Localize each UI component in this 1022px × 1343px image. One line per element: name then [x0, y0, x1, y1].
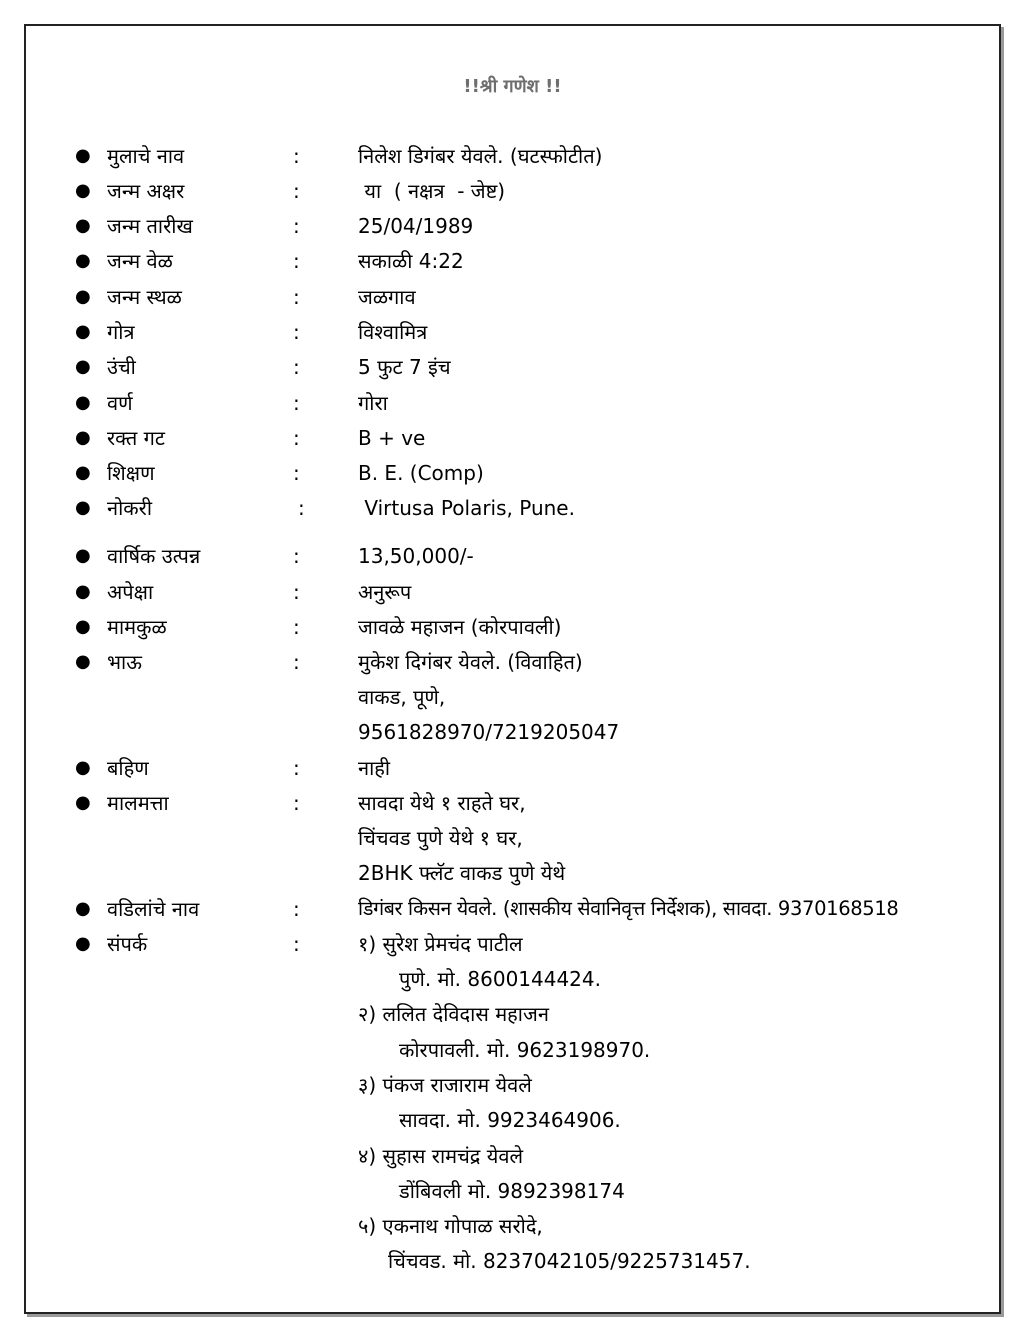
field-expectation	[26, 576, 999, 608]
field-label: संपर्क	[107, 932, 148, 956]
field-birth-letter	[26, 175, 999, 207]
page-title: !!श्री गणेश !!	[463, 76, 562, 97]
bullet-icon: ●	[75, 497, 91, 518]
bullet-icon: ●	[75, 286, 91, 307]
contact-line	[26, 1069, 999, 1101]
contact-line	[26, 1104, 999, 1136]
bullet-icon: ●	[75, 898, 91, 919]
bullet-icon: ●	[75, 215, 91, 236]
field-value: Virtusa Polaris, Pune.	[358, 496, 575, 520]
field-label: वर्ण	[107, 391, 133, 415]
field-label: रक्त गट	[107, 426, 165, 450]
field-colon: :	[293, 615, 300, 639]
bullet-icon: ●	[75, 427, 91, 448]
field-contact	[26, 928, 999, 960]
bullet-icon: ●	[75, 545, 91, 566]
bullet-icon: ●	[75, 145, 91, 166]
field-colon: :	[293, 544, 300, 568]
contact-name: २) ललित देविदास महाजन	[358, 1002, 549, 1026]
field-colon: :	[293, 179, 300, 203]
contact-line	[26, 1175, 999, 1207]
field-value: B. E. (Comp)	[358, 461, 484, 485]
field-label: अपेक्षा	[107, 580, 154, 604]
field-value: 25/04/1989	[358, 214, 474, 238]
contact-line	[26, 963, 999, 995]
field-colon: :	[293, 791, 300, 815]
field-value: B + ve	[358, 426, 426, 450]
document-page	[24, 24, 1001, 1314]
field-colon: :	[293, 249, 300, 273]
field-label: गोत्र	[107, 320, 135, 344]
bullet-icon: ●	[75, 356, 91, 377]
field-colon: :	[293, 580, 300, 604]
field-colon: :	[293, 355, 300, 379]
field-value: जळगाव	[358, 285, 416, 309]
field-label: वार्षिक उत्पन्न	[107, 544, 201, 568]
field-value: डिगंबर किसन येवले. (शासकीय सेवानिवृत्त निर्देशक), सावदा. 9370168518	[358, 897, 899, 920]
field-birth-time	[26, 245, 999, 277]
field-label: मुलाचे नाव	[107, 144, 185, 168]
field-label: मालमत्ता	[107, 791, 169, 815]
field-label: मामकुळ	[107, 615, 167, 639]
field-continuation	[26, 857, 999, 889]
field-label: जन्म तारीख	[107, 214, 193, 238]
bullet-icon: ●	[75, 651, 91, 672]
field-continuation	[26, 716, 999, 748]
field-label: जन्म स्थळ	[107, 285, 182, 309]
field-maternal-family	[26, 611, 999, 643]
field-colon: :	[293, 320, 300, 344]
contact-line	[26, 998, 999, 1030]
field-value: 13,50,000/-	[358, 544, 474, 568]
field-label: वडिलांचे नाव	[107, 897, 200, 921]
contact-line	[26, 1210, 999, 1242]
field-value: १) सुरेश प्रेमचंद पाटील	[358, 932, 523, 956]
field-label: भाऊ	[107, 650, 142, 674]
field-value: सकाळी 4:22	[358, 249, 464, 273]
field-property	[26, 787, 999, 819]
contact-detail: डोंबिवली मो. 9892398174	[399, 1179, 625, 1203]
field-groom-name	[26, 140, 999, 172]
bullet-icon: ●	[75, 321, 91, 342]
bullet-icon: ●	[75, 392, 91, 413]
contact-detail: चिंचवड. मो. 8237042105/9225731457.	[388, 1249, 751, 1273]
field-value-line: 9561828970/7219205047	[358, 720, 620, 744]
field-value: गोरा	[358, 391, 388, 415]
bullet-icon: ●	[75, 581, 91, 602]
field-complexion	[26, 387, 999, 419]
contact-line	[26, 1034, 999, 1066]
bullet-icon: ●	[75, 250, 91, 271]
field-value: नाही	[358, 756, 391, 780]
contact-name: ५) एकनाथ गोपाळ सरोदे,	[358, 1214, 543, 1238]
bullet-icon: ●	[75, 792, 91, 813]
contact-line	[26, 1245, 999, 1277]
bullet-icon: ●	[75, 757, 91, 778]
field-colon: :	[293, 461, 300, 485]
field-label: शिक्षण	[107, 461, 155, 485]
field-continuation	[26, 681, 999, 713]
field-father-name	[26, 893, 999, 925]
field-value: विश्वामित्र	[358, 320, 428, 344]
contact-detail: सावदा. मो. 9923464906.	[399, 1108, 621, 1132]
field-label: बहिण	[107, 756, 149, 780]
field-brother	[26, 646, 999, 678]
field-value: जावळे महाजन (कोरपावली)	[358, 615, 562, 639]
field-blood-group	[26, 422, 999, 454]
field-value: अनुरूप	[358, 580, 412, 604]
field-birth-date	[26, 210, 999, 242]
field-sister	[26, 752, 999, 784]
field-value-line: चिंचवड पुणे येथे १ घर,	[358, 826, 523, 850]
field-colon: :	[293, 650, 300, 674]
field-value: मुकेश दिगंबर येवले. (विवाहित)	[358, 650, 583, 674]
field-colon: :	[293, 285, 300, 309]
contact-name: ४) सुहास रामचंद्र येवले	[358, 1144, 524, 1168]
field-colon: :	[293, 426, 300, 450]
field-label: नोकरी	[107, 496, 152, 520]
field-colon: :	[293, 144, 300, 168]
field-annual-income	[26, 540, 999, 572]
field-label: जन्म अक्षर	[107, 179, 185, 203]
bullet-icon: ●	[75, 180, 91, 201]
contact-detail: कोरपावली. मो. 9623198970.	[399, 1038, 651, 1062]
field-label: जन्म वेळ	[107, 249, 173, 273]
contact-name: ३) पंकज राजाराम येवले	[358, 1073, 532, 1097]
field-colon: :	[293, 391, 300, 415]
field-height	[26, 351, 999, 383]
bullet-icon: ●	[75, 462, 91, 483]
field-value: सावदा येथे १ राहते घर,	[358, 791, 526, 815]
field-colon: :	[293, 932, 300, 956]
contact-detail: पुणे. मो. 8600144424.	[399, 967, 601, 991]
field-colon: :	[293, 214, 300, 238]
field-continuation	[26, 822, 999, 854]
contact-line	[26, 1140, 999, 1172]
field-value: 5 फुट 7 इंच	[358, 355, 451, 379]
field-job	[26, 492, 999, 524]
field-birth-place	[26, 281, 999, 313]
field-value: या ( नक्षत्र - जेष्ट)	[358, 179, 506, 203]
bullet-icon: ●	[75, 933, 91, 954]
field-colon: :	[298, 496, 305, 520]
field-colon: :	[293, 897, 300, 921]
field-label: उंची	[107, 355, 136, 379]
field-value: निलेश डिगंबर येवले. (घटस्फोटीत)	[358, 144, 603, 168]
field-value-line: 2BHK फ्लॅट वाकड पुणे येथे	[358, 861, 566, 885]
field-colon: :	[293, 756, 300, 780]
field-value-line: वाकड, पूणे,	[358, 685, 446, 709]
field-education	[26, 457, 999, 489]
field-gotra	[26, 316, 999, 348]
bullet-icon: ●	[75, 616, 91, 637]
